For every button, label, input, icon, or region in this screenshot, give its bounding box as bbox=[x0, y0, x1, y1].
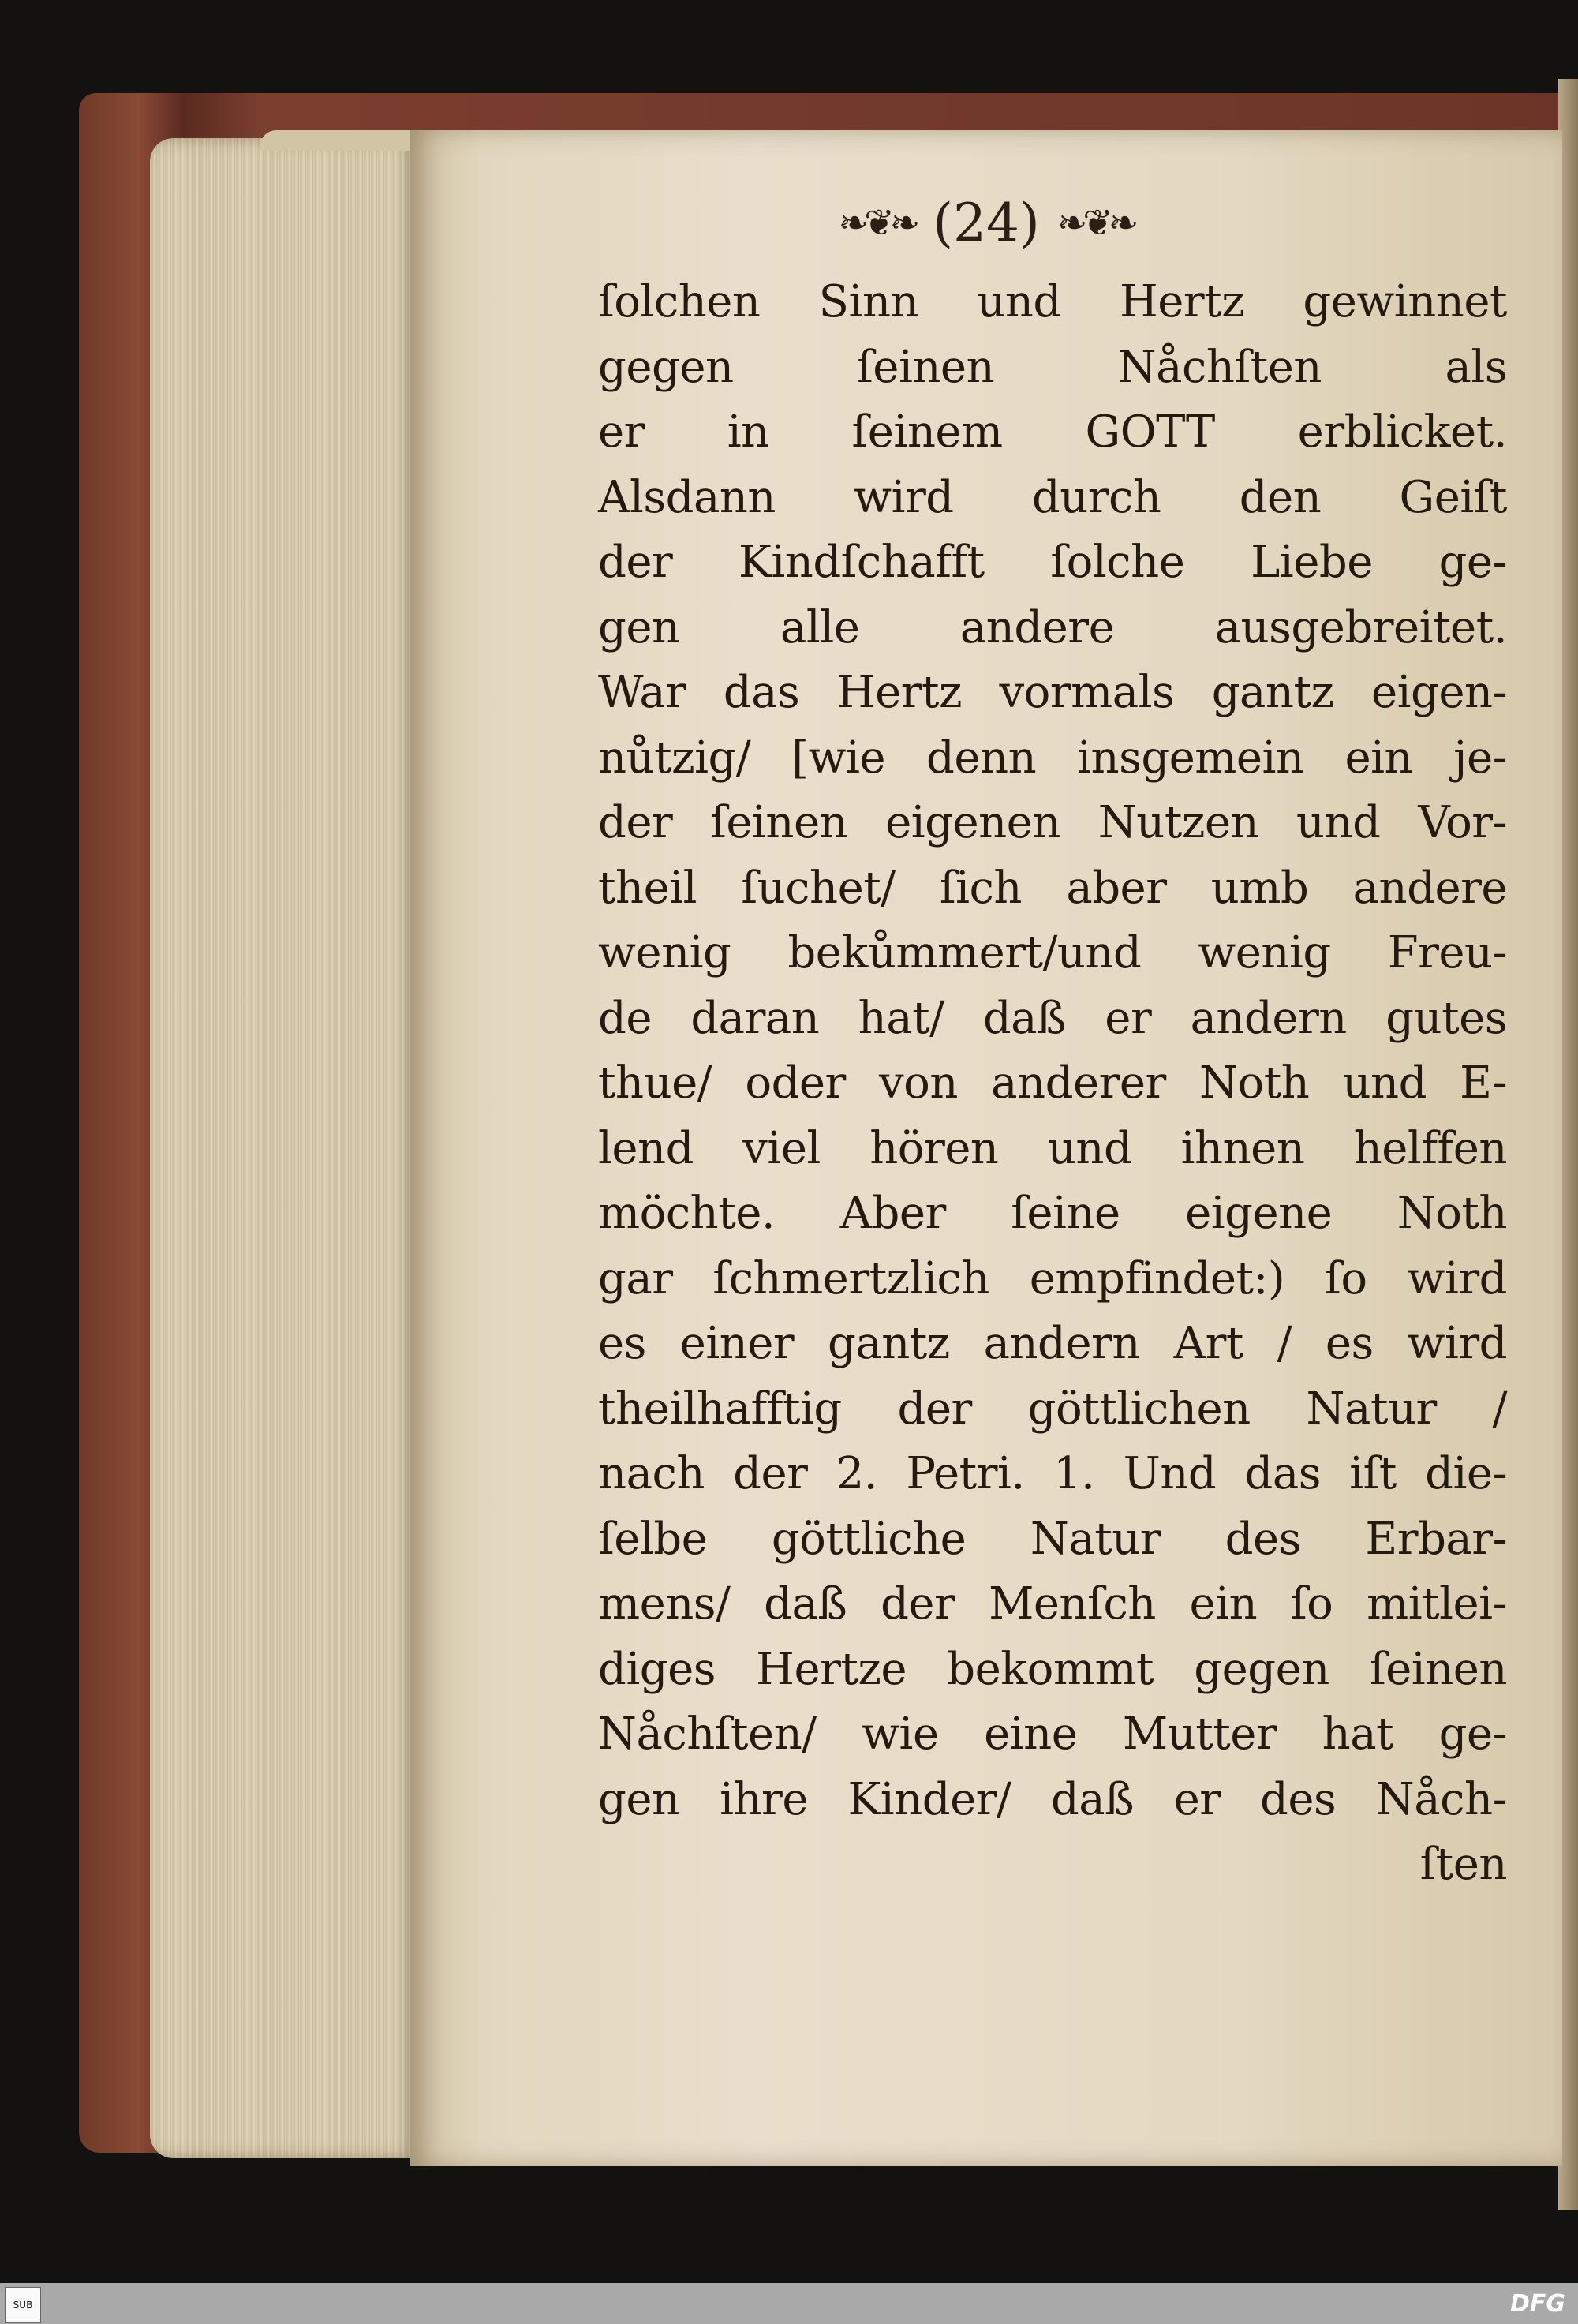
ornament-left-icon: ❧❦❧ bbox=[838, 201, 916, 244]
text-line: es einer gantz andern Art / es wird bbox=[598, 1318, 1507, 1369]
text-line: gen ihre Kinder/ daß er des Nåch- bbox=[598, 1773, 1507, 1825]
text-line: der ſeinen eigenen Nutzen und Vor- bbox=[598, 797, 1507, 848]
text-line: nach der 2. Petri. 1. Und das iſt die- bbox=[598, 1448, 1507, 1499]
text-line: möchte. Aber ſeine eigene Noth bbox=[598, 1188, 1507, 1239]
text-line: War das Hertz vormals gantz eigen- bbox=[598, 667, 1507, 718]
page-header bbox=[410, 183, 1562, 262]
text-line: diges Hertze bekommt gegen ſeinen bbox=[598, 1643, 1507, 1695]
text-line: gen alle andere ausgebreitet. bbox=[598, 601, 1507, 653]
text-line: wenig bekůmmert/und wenig Freu- bbox=[598, 927, 1507, 979]
text-line: thue/ oder von anderer Noth und E- bbox=[598, 1057, 1507, 1109]
text-line: Nåchſten/ wie eine Mutter hat ge- bbox=[598, 1708, 1507, 1760]
page-text bbox=[598, 270, 1507, 1898]
text-line: der Kindſchafft ſolche Liebe ge- bbox=[598, 537, 1507, 588]
library-logo-icon: SUB bbox=[5, 2287, 41, 2323]
text-line: de daran hat/ daß er andern gutes bbox=[598, 992, 1507, 1044]
text-line: lend viel hören und ihnen helffen bbox=[598, 1122, 1507, 1174]
text-line: er in ſeinem GOTT erblicket. bbox=[598, 406, 1507, 458]
text-line: Alsdann wird durch den Geiſt bbox=[598, 471, 1507, 523]
viewer-footer-bar bbox=[0, 2283, 1578, 2324]
page-edges bbox=[150, 138, 418, 2158]
text-line: mens/ daß der Menſch ein ſo mitlei- bbox=[598, 1578, 1507, 1630]
ornament-right-icon: ❧❦❧ bbox=[1056, 201, 1135, 244]
text-line: gegen ſeinen Nåchſten als bbox=[598, 341, 1507, 393]
catchword: ſten bbox=[1419, 1839, 1507, 1890]
page-number: (24) bbox=[933, 192, 1040, 253]
page-edges-top bbox=[260, 130, 418, 151]
dfg-logo: DFG bbox=[1509, 2290, 1565, 2318]
text-line: gar ſchmertzlich empfindet:) ſo wird bbox=[598, 1252, 1507, 1304]
text-line: theil ſuchet/ ſich aber umb andere bbox=[598, 862, 1507, 914]
text-line: ſolchen Sinn und Hertz gewinnet bbox=[598, 276, 1507, 327]
text-line: ſelbe göttliche Natur des Erbar- bbox=[598, 1513, 1507, 1565]
text-line: nůtzig/ [wie denn insgemein ein je- bbox=[598, 732, 1507, 784]
text-line: theilhafftig der göttlichen Natur / bbox=[598, 1383, 1507, 1435]
